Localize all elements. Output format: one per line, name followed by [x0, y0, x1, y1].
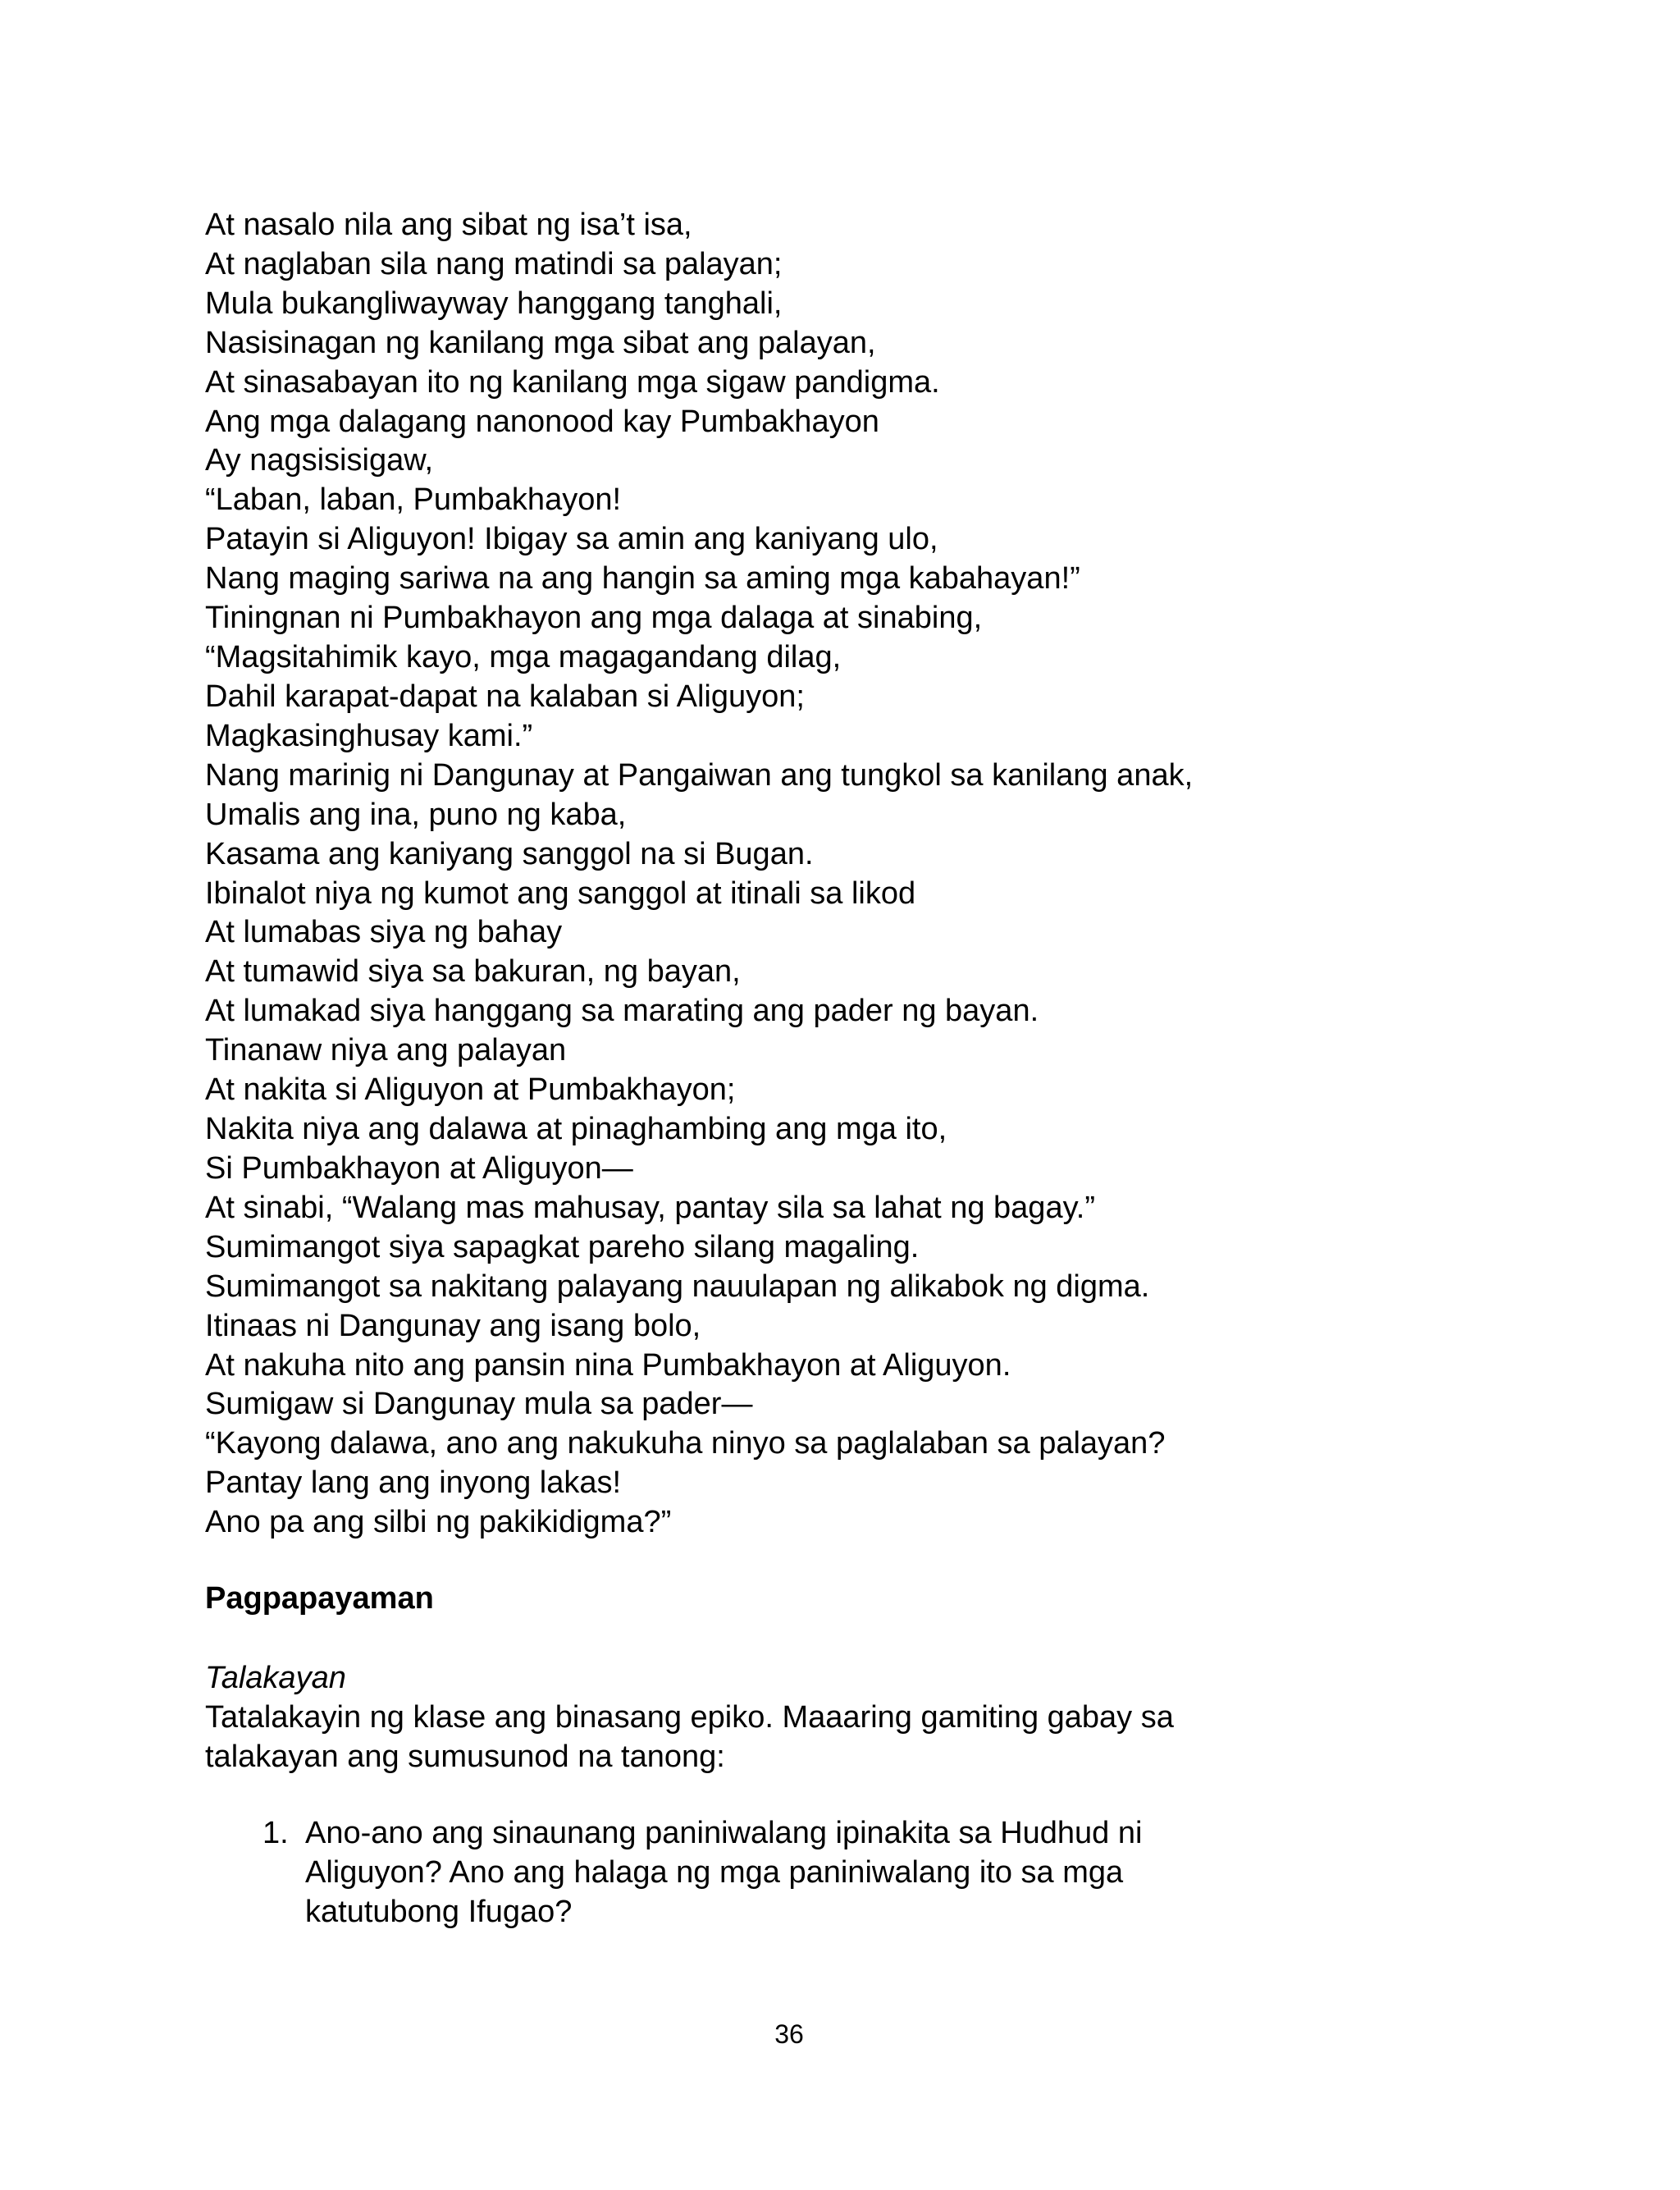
poem-line: At sinasabayan ito ng kanilang mga sigaw pandigma. [205, 365, 940, 400]
poem-line: Nakita niya ang dalawa at pinaghambing ang mga ito, [205, 1112, 947, 1146]
poem-line: Tiningnan ni Pumbakhayon ang mga dalaga at sinabing, [205, 601, 983, 635]
poem-line: “Magsitahimik kayo, mga magagandang dilag, [205, 640, 842, 674]
poem-line: Ibinalot niya ng kumot ang sanggol at itinali sa likod [205, 876, 916, 911]
question-line: Aliguyon? Ano ang halaga ng mga paniniwalang ito sa mga [305, 1855, 1124, 1890]
poem-line: Dahil karapat-dapat na kalaban si Aliguyon; [205, 679, 805, 714]
poem-line: Nang maging sariwa na ang hangin sa aming mga kabahayan!” [205, 561, 1080, 596]
poem-line: Pantay lang ang inyong lakas! [205, 1465, 622, 1500]
poem-line: “Kayong dalawa, ano ang nakukuha ninyo sa paglalaban sa palayan? [205, 1426, 1166, 1461]
poem-line: Mula bukangliwayway hanggang tanghali, [205, 286, 783, 321]
poem-line: Sumigaw si Dangunay mula sa pader— [205, 1387, 753, 1421]
poem-line: Itinaas ni Dangunay ang isang bolo, [205, 1309, 701, 1343]
poem-line: Sumimangot siya sapagkat pareho silang magaling. [205, 1230, 920, 1264]
intro-line: talakayan ang sumusunod na tanong: [205, 1740, 725, 1774]
poem-line: Sumimangot sa nakitang palayang nauulapan ng alikabok ng digma. [205, 1269, 1150, 1304]
poem-line: Umalis ang ina, puno ng kaba, [205, 798, 627, 832]
poem-line: Kasama ang kaniyang sanggol na si Bugan. [205, 837, 814, 871]
question-line: Ano-ano ang sinaunang paniniwalang ipinakita sa Hudhud ni [305, 1816, 1143, 1850]
poem-line: At tumawid siya sa bakuran, ng bayan, [205, 954, 741, 989]
poem-line: “Laban, laban, Pumbakhayon! [205, 482, 622, 517]
poem-line: Nang marinig ni Dangunay at Pangaiwan ang tungkol sa kanilang anak, [205, 758, 1194, 793]
page-number: 36 [774, 2019, 804, 2049]
subheading: Talakayan [205, 1661, 346, 1695]
poem-line: Ano pa ang silbi ng pakikidigma?” [205, 1505, 672, 1539]
section-heading: Pagpapayaman [205, 1581, 434, 1616]
poem-line: Ang mga dalagang nanonood kay Pumbakhayon [205, 405, 879, 439]
poem-line: Si Pumbakhayon at Aliguyon— [205, 1151, 633, 1186]
poem-line: Ay nagsisisigaw, [205, 443, 434, 478]
poem-line: At nasalo nila ang sibat ng isa’t isa, [205, 208, 692, 242]
poem-line: At lumakad siya hanggang sa marating ang pader ng bayan. [205, 994, 1039, 1028]
poem-line: At nakita si Aliguyon at Pumbakhayon; [205, 1072, 736, 1107]
poem-line: Patayin si Aliguyon! Ibigay sa amin ang kaniyang ulo, [205, 522, 938, 556]
poem-line: Nasisinagan ng kanilang mga sibat ang palayan, [205, 326, 876, 360]
question-number: 1. [262, 1816, 289, 1850]
question-line: katutubong Ifugao? [305, 1895, 573, 1929]
poem-line: At naglaban sila nang matindi sa palayan; [205, 247, 783, 281]
poem-line: At nakuha nito ang pansin nina Pumbakhayon at Aliguyon. [205, 1348, 1011, 1383]
poem-line: Magkasinghusay kami.” [205, 719, 533, 753]
intro-line: Tatalakayin ng klase ang binasang epiko. Maaaring gamiting gabay sa [205, 1700, 1174, 1735]
poem-line: At sinabi, “Walang mas mahusay, pantay sila sa lahat ng bagay.” [205, 1191, 1095, 1225]
poem-line: At lumabas siya ng bahay [205, 915, 563, 949]
poem-line: Tinanaw niya ang palayan [205, 1033, 567, 1068]
